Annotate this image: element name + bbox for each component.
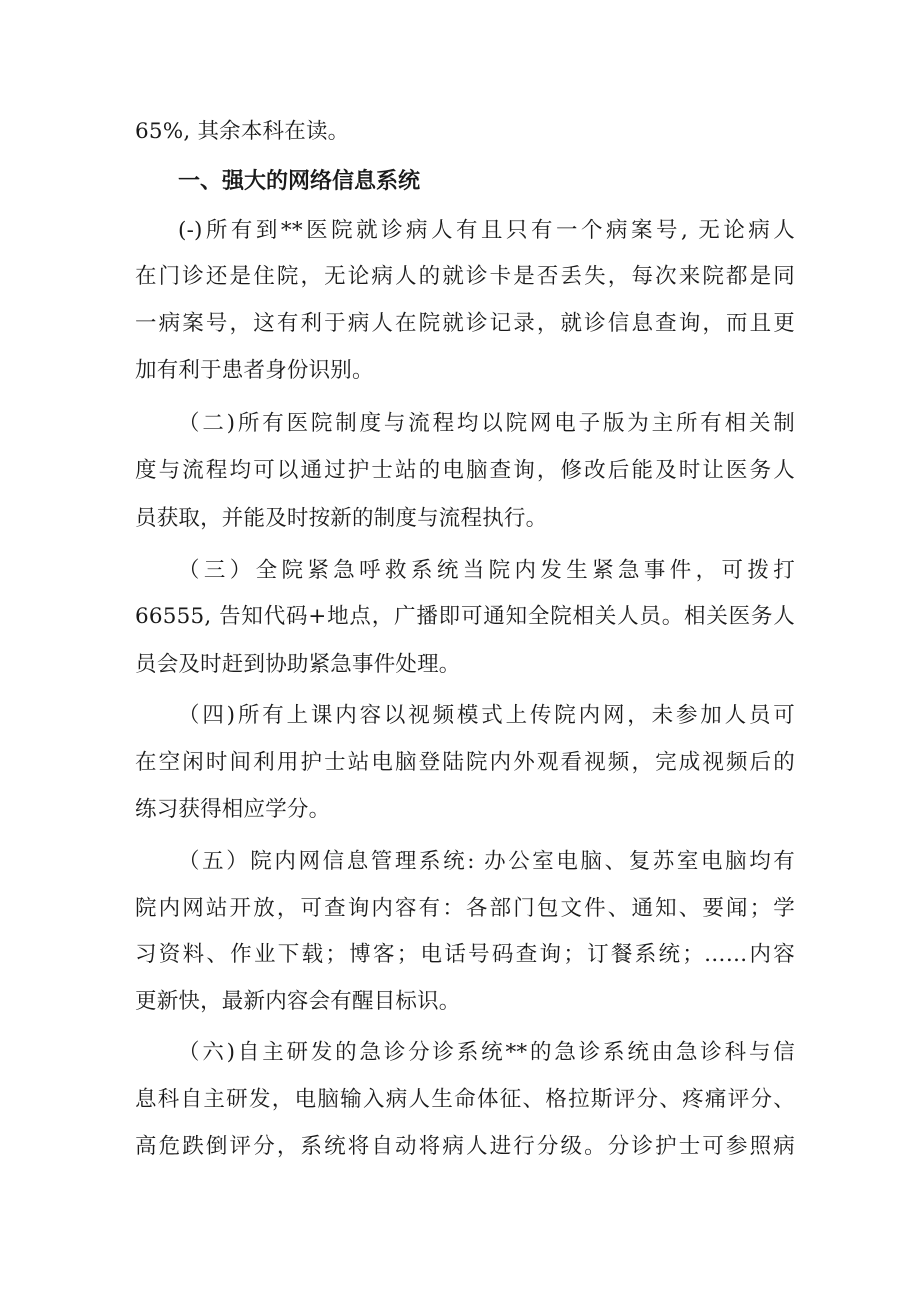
text-line: 员获取，并能及时按新的制度与流程执行。 [135, 506, 548, 531]
text-line: 息科自主研发，电脑输入病人生命体征、格拉斯评分、疼痛评分、 [135, 1087, 795, 1112]
text-line: (-)所有到**医院就诊病人有且只有一个病案号, 无论病人 [178, 218, 795, 243]
text-line: （六)自主研发的急诊分诊系统**的急诊系统由急诊科与信 [178, 1040, 795, 1065]
text-line: 员会及时赶到协助紧急事件处理。 [135, 652, 461, 677]
section-heading: 一、强大的网络信息系统 [178, 169, 421, 194]
text-line: （四)所有上课内容以视频模式上传院内网，未参加人员可 [178, 703, 795, 728]
text-line: 一病案号，这有利于病人在院就诊记录，就诊信息查询，而且更 [135, 311, 795, 336]
text-line: 度与流程均可以通过护士站的电脑查询，修改后能及时让医务人 [135, 458, 795, 483]
text-line: （二)所有医院制度与流程均以院网电子版为主所有相关制 [178, 411, 795, 436]
text-line: 66555, 告知代码+地点，广播即可通知全院相关人员。相关医务人 [135, 604, 795, 629]
text-line: 习资料、作业下载；博客；电话号码查询；订餐系统；……内容 [135, 942, 795, 967]
text-line: 更新快，最新内容会有醒目标识。 [135, 989, 461, 1014]
text-line: 加有利于患者身份识别。 [135, 358, 374, 383]
text-line: 练习获得相应学分。 [135, 797, 331, 822]
text-line: （三）全院紧急呼救系统当院内发生紧急事件，可拨打 [178, 558, 795, 583]
text-line: 高危跌倒评分，系统将自动将病人进行分级。分诊护士可参照病 [135, 1134, 795, 1159]
text-line: 在空闲时间利用护士站电脑登陆院内外观看视频，完成视频后的 [135, 750, 795, 775]
text-line: 65%, 其余本科在读。 [135, 119, 350, 144]
text-line: 院内网站开放，可查询内容有：各部门包文件、通知、要闻；学 [135, 896, 795, 921]
text-line: 在门诊还是住院，无论病人的就诊卡是否丢失，每次来院都是同 [135, 264, 795, 289]
text-line: （五）院内网信息管理系统: 办公室电脑、复苏室电脑均有 [178, 849, 795, 874]
